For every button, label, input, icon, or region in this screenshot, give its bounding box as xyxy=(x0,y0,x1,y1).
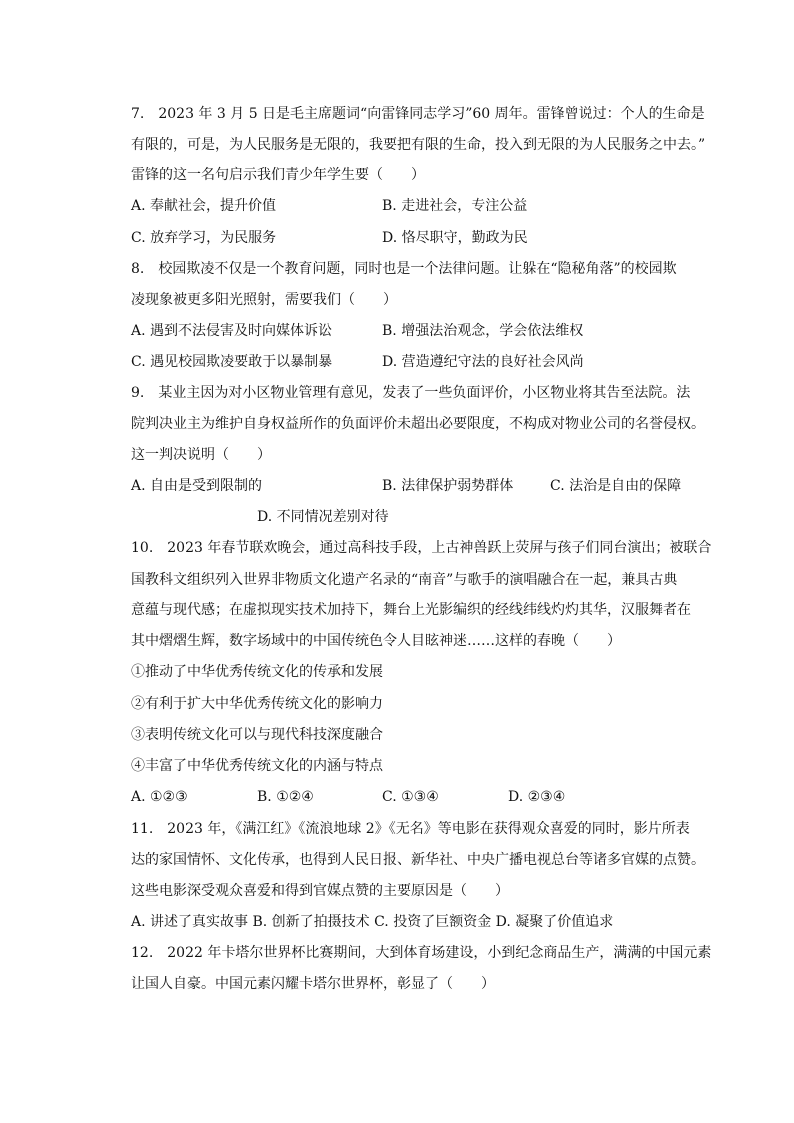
q10-stem-line-1: 10. 2023 年春节联欢晚会，通过高科技手段，上古神兽跃上荧屏与孩子们同台演出；被联合 xyxy=(131,540,712,556)
q7-option-c[interactable]: C. 放弃学习，为民服务 xyxy=(131,230,277,246)
q8-stem-line-1: 8. 校园欺凌不仅是一个教育问题，同时也是一个法律问题。让躲在“隐秘角落”的校园欺 xyxy=(131,261,677,277)
q9-option-a[interactable]: A. 自由是受到限制的 xyxy=(131,478,263,494)
q12-stem-line-2: 让国人自豪。中国元素闪耀卡塔尔世界杯，彰显了（ ） xyxy=(131,976,495,992)
q10-statement-1: ①推动了中华优秀传统文化的传承和发展 xyxy=(131,664,383,680)
q8-option-d[interactable]: D. 营造遵纪守法的良好社会风尚 xyxy=(382,354,584,370)
q7-stem-line-2: 有限的，可是，为人民服务是无限的，我要把有限的生命，投入到无限的为人民服务之中去。” xyxy=(131,137,706,153)
q9-stem-line-2: 院判决业主为维护自身权益所作的负面评价未超出必要限度，不构成对物业公司的名誉侵权。 xyxy=(131,416,705,432)
q9-stem-line-1: 9. 某业主因为对小区物业管理有意见，发表了一些负面评价，小区物业将其告至法院。法 xyxy=(131,385,691,401)
q7-option-b[interactable]: B. 走进社会，专注公益 xyxy=(382,198,528,214)
q12-stem-line-1: 12. 2022 年卡塔尔世界杯比赛期间，大到体育场建设，小到纪念商品生产，满满的中国元素 xyxy=(131,945,712,961)
q10-option-a[interactable]: A. ①②③ xyxy=(131,789,188,805)
q10-option-d[interactable]: D. ②③④ xyxy=(508,789,566,805)
q7-option-d[interactable]: D. 恪尽职守，勤政为民 xyxy=(382,230,528,246)
q10-option-c[interactable]: C. ①③④ xyxy=(382,789,439,805)
q9-option-c[interactable]: C. 法治是自由的保障 xyxy=(550,478,682,494)
q9-stem-line-3: 这一判决说明（ ） xyxy=(131,447,271,463)
q11-stem-line-1: 11. 2023 年，《满江红》《流浪地球 2》《无名》等电影在获得观众喜爱的同时，影片所表 xyxy=(131,821,690,837)
q10-statement-3: ③表明传统文化可以与现代科技深度融合 xyxy=(131,727,383,743)
q7-stem-line-3: 雷锋的这一名句启示我们青少年学生要（ ） xyxy=(131,167,425,183)
q8-stem-line-2: 凌现象被更多阳光照射，需要我们（ ） xyxy=(131,292,397,308)
q11-options-line[interactable]: A. 讲述了真实故事 B. 创新了拍摄技术 C. 投资了巨额资金 D. 凝聚了价值追求 xyxy=(131,914,614,930)
q10-statement-4: ④丰富了中华优秀传统文化的内涵与特点 xyxy=(131,758,383,774)
q10-stem-line-2: 国教科文组织列入世界非物质文化遗产名录的“南音”与歌手的演唱融合在一起，兼具古典 xyxy=(131,572,678,588)
q10-stem-line-4: 其中熠熠生辉，数字场域中的中国传统色令人目眩神迷……这样的春晚（ ） xyxy=(131,633,621,649)
q9-option-d[interactable]: D. 不同情况差别对待 xyxy=(257,509,389,525)
q8-option-c[interactable]: C. 遇见校园欺凌要敢于以暴制暴 xyxy=(131,354,333,370)
q8-option-b[interactable]: B. 增强法治观念，学会依法维权 xyxy=(382,323,584,339)
q10-stem-line-3: 意蕴与现代感；在虚拟现实技术加持下，舞台上光影编织的经线纬线灼灼其华，汉服舞者在 xyxy=(131,602,691,618)
q7-stem-line-1: 7. 2023 年 3 月 5 日是毛主席题词“向雷锋同志学习”60 周年。雷锋曾说过：个人的生命是 xyxy=(131,106,705,122)
q10-statement-2: ②有利于扩大中华优秀传统文化的影响力 xyxy=(131,696,383,712)
q10-option-b[interactable]: B. ①②④ xyxy=(257,789,314,805)
q8-option-a[interactable]: A. 遇到不法侵害及时向媒体诉讼 xyxy=(131,323,333,339)
q9-option-b[interactable]: B. 法律保护弱势群体 xyxy=(382,478,514,494)
q7-option-a[interactable]: A. 奉献社会，提升价值 xyxy=(131,198,277,214)
q11-stem-line-3: 这些电影深受观众喜爱和得到官媒点赞的主要原因是（ ） xyxy=(131,883,509,899)
q11-stem-line-2: 达的家国情怀、文化传承，也得到人民日报、新华社、中央广播电视总台等诸多官媒的点赞。 xyxy=(131,852,705,868)
